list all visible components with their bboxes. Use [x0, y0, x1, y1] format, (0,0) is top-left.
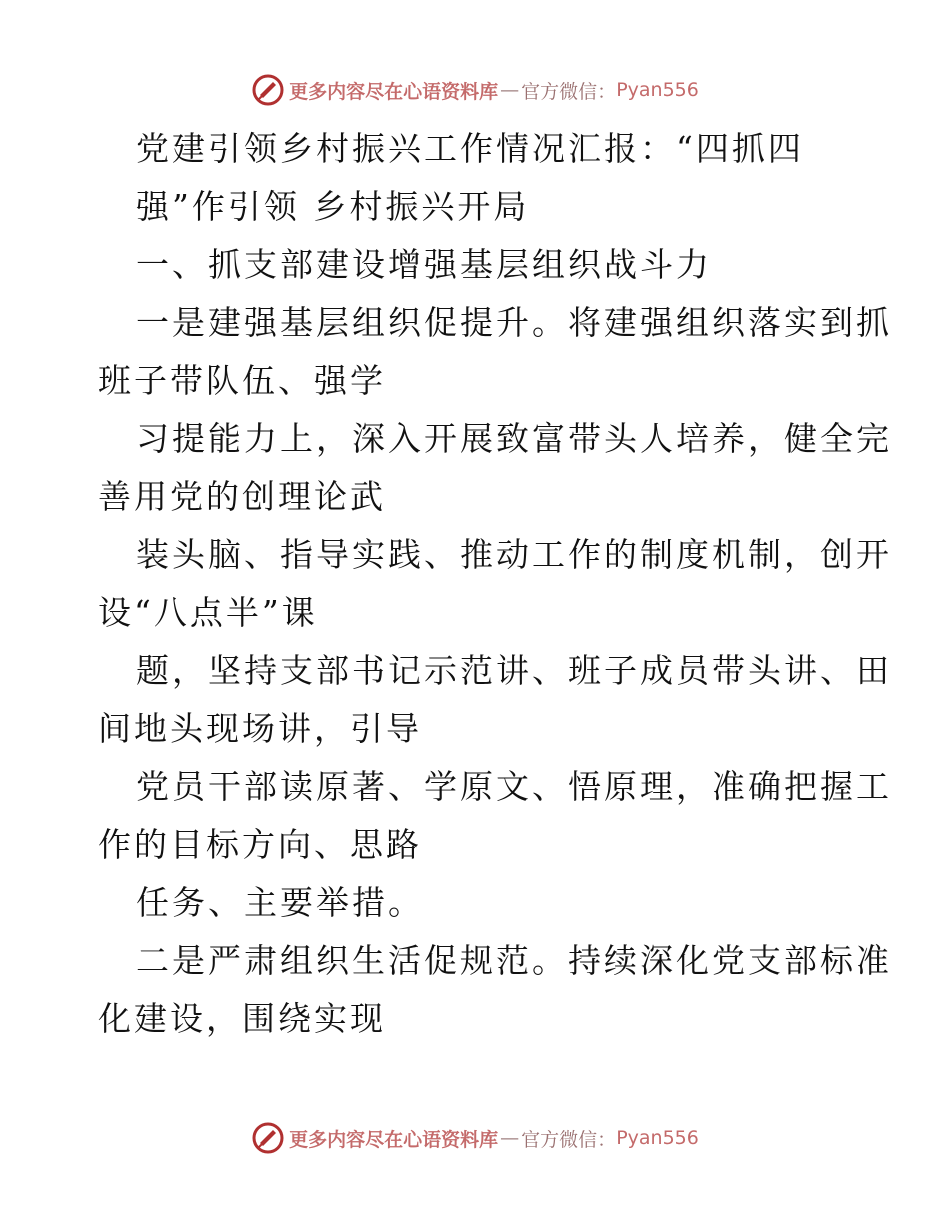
- paragraph-line: 作的目标方向、思路: [98, 825, 422, 864]
- paragraph-line: 党员干部读原著、学原文、悟原理，准确把握工: [136, 767, 892, 806]
- paragraph-line: 间地头现场讲，引导: [98, 709, 422, 748]
- document-body: [98, 120, 892, 1048]
- paragraph-line: 善用党的创理论武: [98, 477, 386, 516]
- paragraph-line: 班子带队伍、强学: [98, 361, 386, 400]
- paragraph-line: 一是建强基层组织促提升。将建强组织落实到抓: [136, 303, 892, 342]
- footer-watermark: [0, 1118, 950, 1158]
- watermark-account-id: Pyan556: [616, 1127, 699, 1149]
- paragraph-line: 任务、主要举措。: [136, 883, 424, 922]
- paragraph-line: 化建设，围绕实现: [98, 999, 386, 1038]
- doc-title-line-2: 强”作引领 乡村振兴开局: [136, 187, 530, 226]
- watermark-account-label: 官方微信：: [521, 1128, 617, 1151]
- paragraph-line: 题，坚持支部书记示范讲、班子成员带头讲、田: [136, 651, 892, 690]
- paragraph-line: 装头脑、指导实践、推动工作的制度机制，创开: [136, 535, 892, 574]
- watermark-dash: —: [500, 1127, 520, 1149]
- header-watermark: [0, 70, 950, 110]
- logo-icon: [251, 1121, 285, 1155]
- watermark-account-label: 官方微信：: [521, 80, 617, 103]
- watermark-account-id: Pyan556: [616, 79, 699, 101]
- paragraph-line: 二是严肃组织生活促规范。持续深化党支部标准: [136, 941, 892, 980]
- watermark-brand: 更多内容尽在心语资料库: [289, 80, 499, 103]
- watermark-brand: 更多内容尽在心语资料库: [289, 1128, 499, 1151]
- logo-icon: [251, 73, 285, 107]
- watermark-dash: —: [500, 79, 520, 101]
- section-heading: 一、抓支部建设增强基层组织战斗力: [136, 245, 712, 284]
- doc-title-line-1: 党建引领乡村振兴工作情况汇报：“四抓四: [136, 129, 804, 168]
- paragraph-line: 设“八点半”课: [98, 593, 318, 632]
- paragraph-line: 习提能力上，深入开展致富带头人培养，健全完: [136, 419, 892, 458]
